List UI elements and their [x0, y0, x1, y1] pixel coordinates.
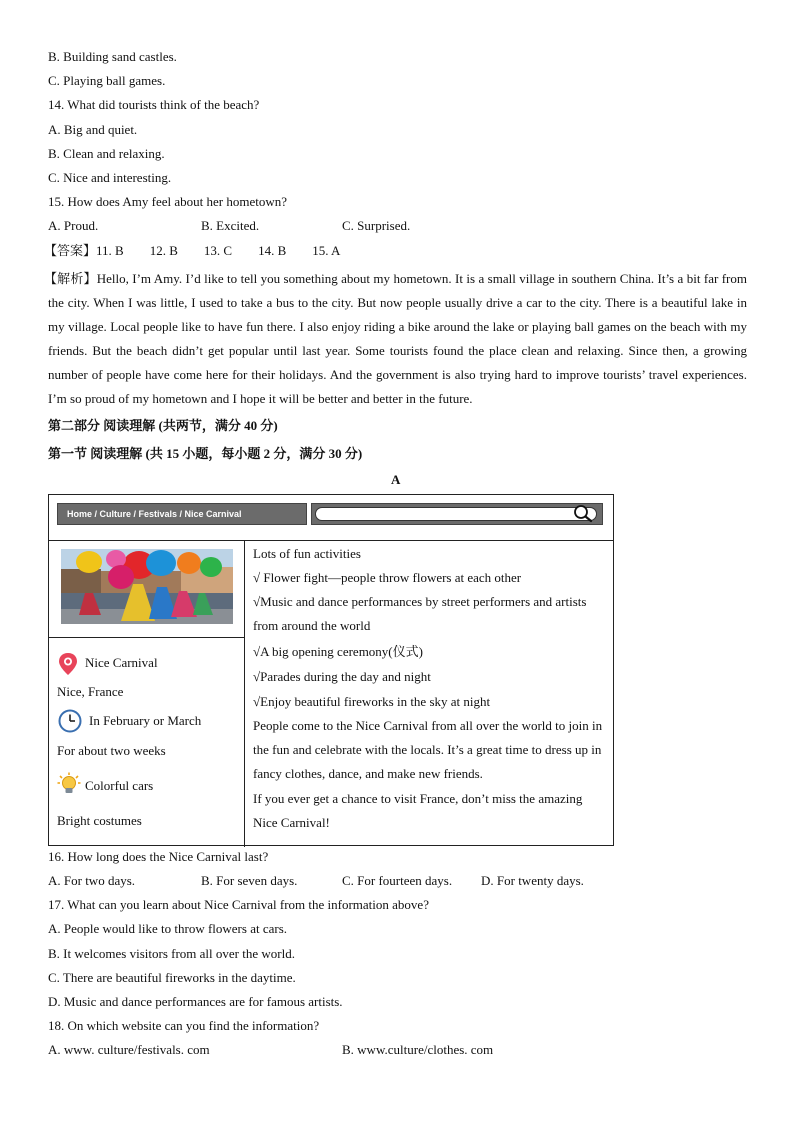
- section-2-1-heading: 第一节 阅读理解 (共 15 小题，每小题 2 分，满分 30 分): [48, 446, 363, 461]
- answer-row: [44, 243, 341, 259]
- option-14b: B. Clean and relaxing.: [48, 146, 165, 161]
- option-17b: B. It welcomes visitors from all over the world.: [48, 946, 295, 961]
- option-17d: D. Music and dance performances are for famous artists.: [48, 994, 343, 1009]
- clock-icon: [57, 709, 83, 733]
- browser-bar: [49, 495, 613, 541]
- activity-music-dance: √Music and dance performances by street performers and artists from around the world: [253, 594, 587, 633]
- passage-label: A: [391, 472, 401, 487]
- option-18b: B. www.culture/clothes. com: [342, 1042, 494, 1057]
- carnival-invitation: If you ever get a chance to visit France, don’t miss the amazing Nice Carnival!: [253, 791, 583, 830]
- column-divider: [244, 541, 245, 847]
- carnival-description: People come to the Nice Carnival from all over the world to join in the fun and celebrate with the locals. It’s a great time to dress up in fancy clothes, dance, and make new friends.: [253, 718, 603, 781]
- answer-11: 11. B: [96, 243, 124, 258]
- search-bar: [311, 503, 603, 525]
- option-15c: C. Surprised.: [342, 218, 411, 233]
- answer-15: 15. A: [312, 243, 341, 258]
- section-2-heading: 第二部分 阅读理解 (共两节，满分 40 分): [48, 418, 278, 433]
- question-16: 16. How long does the Nice Carnival last?: [48, 849, 269, 864]
- option-16c: C. For fourteen days.: [342, 873, 453, 888]
- activity-opening-ceremony: √A big opening ceremony(仪式): [253, 644, 423, 659]
- event-time: In February or March: [89, 713, 202, 728]
- option-15b: B. Excited.: [201, 218, 260, 233]
- search-input[interactable]: [315, 507, 597, 521]
- option-18a: A. www. culture/festivals. com: [48, 1042, 210, 1057]
- activity-flower-fight: √ Flower fight—people throw flowers at each other: [253, 570, 522, 585]
- question-15: 15. How does Amy feel about her hometown?: [48, 194, 288, 209]
- answer-13: 13. C: [203, 243, 233, 258]
- carnival-photo: [61, 549, 233, 624]
- search-icon[interactable]: [572, 503, 594, 523]
- location-pin-icon: [57, 652, 79, 676]
- breadcrumb[interactable]: Home / Culture / Festivals / Nice Carnival: [57, 503, 307, 525]
- answer-12: 12. B: [149, 243, 178, 258]
- option-17a: A. People would like to throw flowers at cars.: [48, 921, 288, 936]
- option-13b: B. Building sand castles.: [48, 49, 177, 64]
- analysis-paragraph: [44, 267, 747, 411]
- option-16b: B. For seven days.: [201, 873, 298, 888]
- option-15a: A. Proud.: [48, 218, 99, 233]
- question-14: 14. What did tourists think of the beach?: [48, 97, 260, 112]
- question-17: 17. What can you learn about Nice Carnival from the information above?: [48, 897, 429, 912]
- option-14c: C. Nice and interesting.: [48, 170, 172, 185]
- option-16a: A. For two days.: [48, 873, 136, 888]
- option-13c: C. Playing ball games.: [48, 73, 166, 88]
- lightbulb-icon: [57, 772, 81, 796]
- option-16d: D. For twenty days.: [481, 873, 584, 888]
- analysis-label: 【解析】: [44, 271, 97, 286]
- event-place: Nice, France: [57, 684, 124, 699]
- answer-label: 【答案】: [44, 243, 97, 258]
- event-duration: For about two weeks: [57, 743, 166, 758]
- event-feature-2: Bright costumes: [57, 813, 142, 828]
- option-17c: C. There are beautiful fireworks in the daytime.: [48, 970, 296, 985]
- carnival-info-box: [48, 494, 614, 846]
- activities-heading: Lots of fun activities: [253, 546, 361, 561]
- row-divider: [49, 637, 244, 638]
- option-14a: A. Big and quiet.: [48, 122, 138, 137]
- event-feature-1: Colorful cars: [85, 778, 154, 793]
- analysis-text: Hello, I’m Amy. I’d like to tell you something about my hometown. It is a small village in southern China. It’s a bit far from the city. When I was little, I used to take a bus to the city. But now people usually drive a car to the city. There is a beautiful lake in my village. Local people like to have fun there. I also enjoy riding a bike around the lake or playing ball games on the beach with my friends. But the beach didn’t get popular until last year. Some tourists found the place clean and relaxing. Since then, a growing number of people have come here for their holidays. And the government is also trying hard to improve tourists’ travel experiences. I’m so proud of my hometown and I hope it will be better and better in the future.: [48, 271, 747, 406]
- activity-parades: √Parades during the day and night: [253, 669, 431, 684]
- question-18: 18. On which website can you find the information?: [48, 1018, 320, 1033]
- event-name: Nice Carnival: [85, 655, 158, 670]
- answer-14: 14. B: [258, 243, 287, 258]
- activity-fireworks: √Enjoy beautiful fireworks in the sky at night: [253, 694, 491, 709]
